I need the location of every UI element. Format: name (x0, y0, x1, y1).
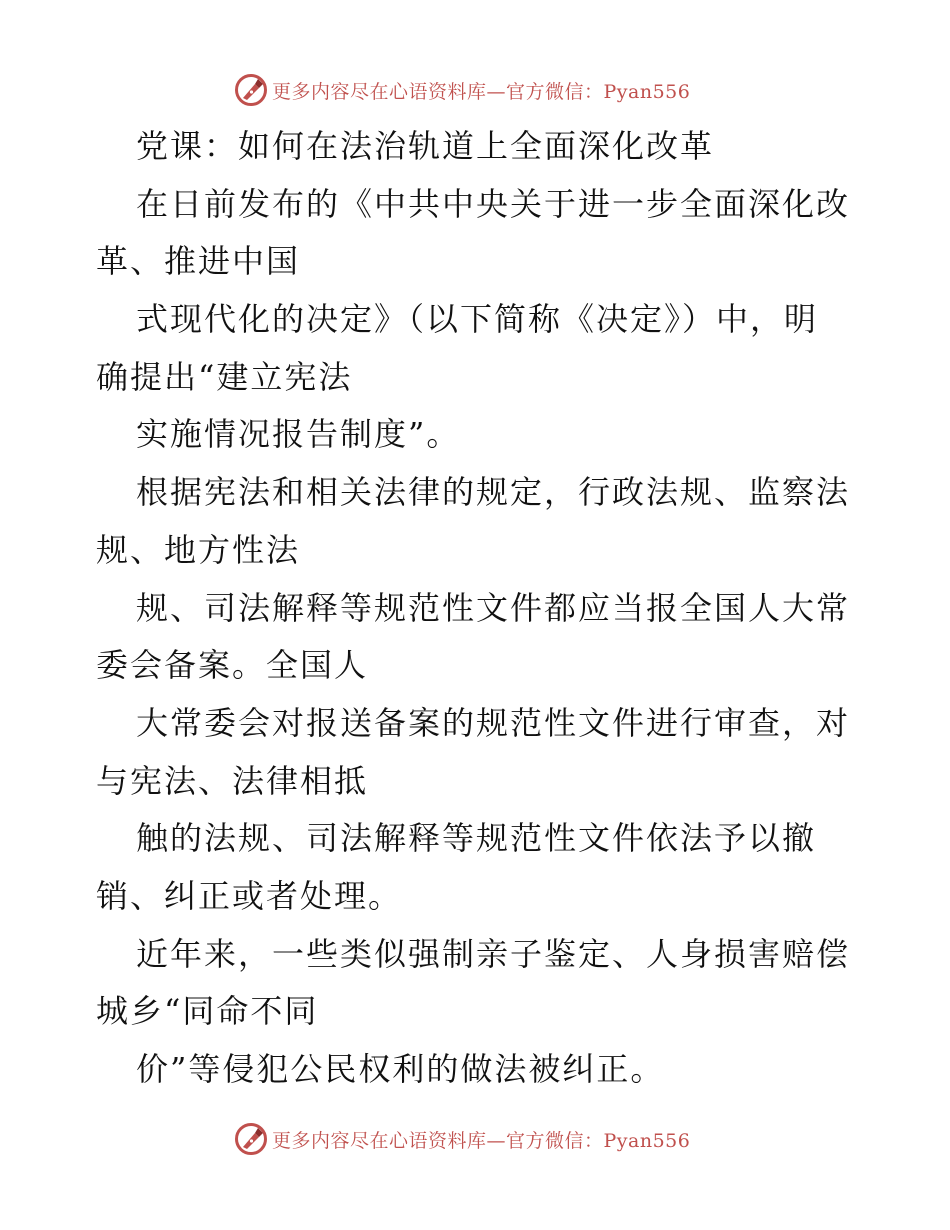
paragraph-line: 销、纠正或者处理。 (96, 876, 403, 915)
paragraph-line: 城乡“同命不同 (96, 992, 319, 1031)
banner-text: 更多内容尽在心语资料库—官方微信：Pyan556 (272, 80, 691, 103)
pen-nib-logo-icon (234, 1122, 268, 1156)
pen-nib-logo-icon (234, 73, 268, 107)
banner-text: 更多内容尽在心语资料库—官方微信：Pyan556 (272, 1129, 691, 1152)
paragraph-line: 与宪法、法律相抵 (96, 761, 369, 800)
paragraph-line: 触的法规、司法解释等规范性文件依法予以撤 (136, 819, 817, 858)
paragraph-line: 式现代化的决定》（以下简称《决定》）中，明 (136, 300, 819, 339)
paragraph-line: 确提出“建立宪法 (96, 357, 353, 396)
paragraph-line: 在日前发布的《中共中央关于进一步全面深化改 (136, 184, 851, 223)
paragraph-line: 大常委会对报送备案的规范性文件进行审查，对 (136, 703, 851, 742)
paragraph-line: 实施情况报告制度”。 (136, 415, 461, 454)
document-body (96, 118, 856, 1099)
header-banner (234, 72, 690, 108)
paragraph-line: 委会备案。全国人 (96, 646, 369, 685)
paragraph-line: 根据宪法和相关法律的规定，行政法规、监察法 (136, 473, 851, 512)
paragraph-line: 价”等侵犯公民权利的做法被纠正。 (136, 1050, 665, 1088)
paragraph-line: 规、地方性法 (96, 530, 301, 569)
document-title: 党课：如何在法治轨道上全面深化改革 (136, 127, 715, 165)
paragraph-line: 近年来，一些类似强制亲子鉴定、人身损害赔偿 (136, 934, 851, 973)
paragraph-line: 规、司法解释等规范性文件都应当报全国人大常 (136, 588, 851, 627)
paragraph-line: 革、推进中国 (96, 242, 301, 281)
footer-banner (234, 1121, 690, 1157)
